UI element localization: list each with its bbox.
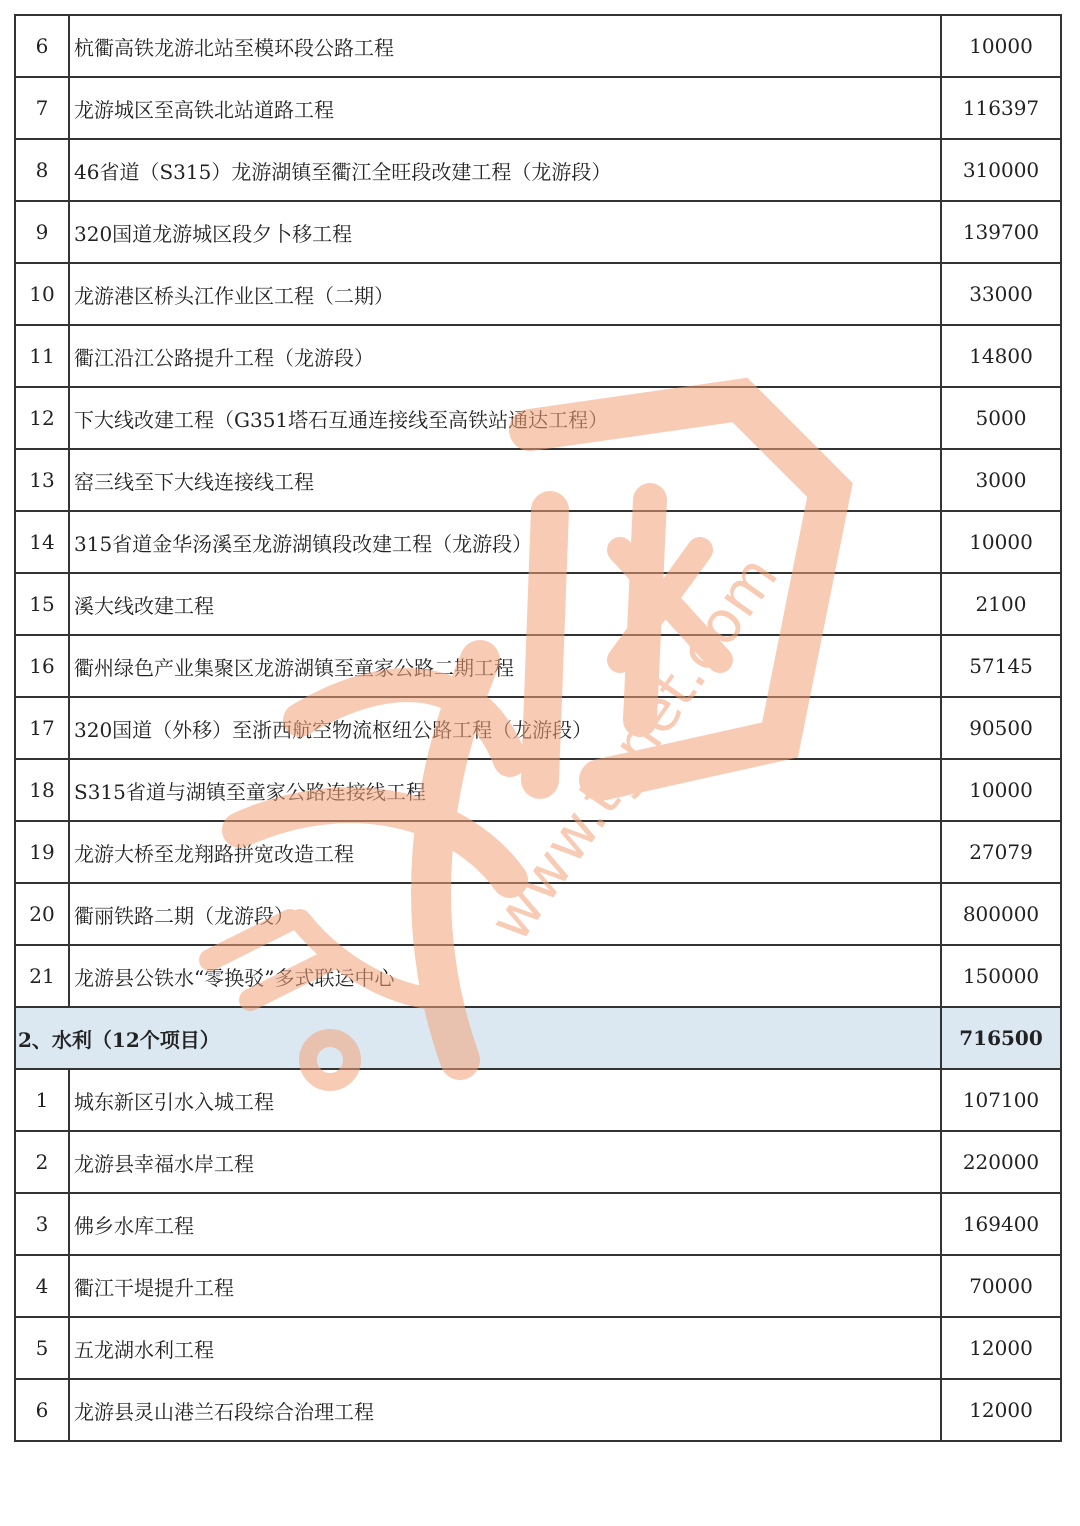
project-name: 龙游县幸福水岸工程 [69, 1131, 941, 1193]
table-row [15, 201, 1061, 263]
project-name: 佛乡水库工程 [69, 1193, 941, 1255]
section-title: 2、水利（12个项目） [15, 1007, 941, 1069]
investment-value: 10000 [941, 759, 1061, 821]
table-row [15, 1255, 1061, 1317]
project-name: 衢江干堤提升工程 [69, 1255, 941, 1317]
row-number: 9 [15, 201, 69, 263]
project-table [14, 14, 1062, 1442]
investment-value: 310000 [941, 139, 1061, 201]
investment-value: 57145 [941, 635, 1061, 697]
table-row [15, 139, 1061, 201]
row-number: 19 [15, 821, 69, 883]
project-name: 杭衢高铁龙游北站至模环段公路工程 [69, 15, 941, 77]
water-section [15, 1007, 1061, 1069]
project-name: 溪大线改建工程 [69, 573, 941, 635]
project-name: 下大线改建工程（G351塔石互通连接线至高铁站通达工程） [69, 387, 941, 449]
investment-value: 12000 [941, 1379, 1061, 1441]
investment-value: 2100 [941, 573, 1061, 635]
table-row [15, 449, 1061, 511]
investment-value: 169400 [941, 1193, 1061, 1255]
project-name: 五龙湖水利工程 [69, 1317, 941, 1379]
investment-value: 70000 [941, 1255, 1061, 1317]
table-row [15, 945, 1061, 1007]
row-number: 13 [15, 449, 69, 511]
row-number: 5 [15, 1317, 69, 1379]
project-name: 46省道（S315）龙游湖镇至衢江全旺段改建工程（龙游段） [69, 139, 941, 201]
investment-value: 3000 [941, 449, 1061, 511]
table-row [15, 325, 1061, 387]
row-number: 6 [15, 1379, 69, 1441]
row-number: 7 [15, 77, 69, 139]
table-row [15, 15, 1061, 77]
investment-value: 90500 [941, 697, 1061, 759]
row-number: 18 [15, 759, 69, 821]
project-name: S315省道与湖镇至童家公路连接线工程 [69, 759, 941, 821]
table-row [15, 635, 1061, 697]
row-number: 15 [15, 573, 69, 635]
table-row [15, 77, 1061, 139]
project-name: 320国道龙游城区段夕卜移工程 [69, 201, 941, 263]
project-name: 衢江沿江公路提升工程（龙游段） [69, 325, 941, 387]
watermark-url: www.tgnet.com [475, 543, 792, 954]
row-number: 3 [15, 1193, 69, 1255]
investment-value: 107100 [941, 1069, 1061, 1131]
transport-projects-body [15, 15, 1061, 1007]
investment-value: 10000 [941, 511, 1061, 573]
row-number: 21 [15, 945, 69, 1007]
project-name: 衢丽铁路二期（龙游段） [69, 883, 941, 945]
row-number: 4 [15, 1255, 69, 1317]
project-name: 龙游大桥至龙翔路拼宽改造工程 [69, 821, 941, 883]
table-row [15, 759, 1061, 821]
project-name: 龙游城区至高铁北站道路工程 [69, 77, 941, 139]
investment-value: 150000 [941, 945, 1061, 1007]
table-row [15, 821, 1061, 883]
row-number: 12 [15, 387, 69, 449]
section-total: 716500 [941, 1007, 1061, 1069]
table-row [15, 1193, 1061, 1255]
section-header-row [15, 1007, 1061, 1069]
project-name: 窑三线至下大线连接线工程 [69, 449, 941, 511]
table-row [15, 1379, 1061, 1441]
row-number: 6 [15, 15, 69, 77]
investment-value: 33000 [941, 263, 1061, 325]
table-row [15, 1131, 1061, 1193]
project-name: 龙游港区桥头江作业区工程（二期） [69, 263, 941, 325]
row-number: 1 [15, 1069, 69, 1131]
table-row [15, 883, 1061, 945]
row-number: 16 [15, 635, 69, 697]
investment-value: 10000 [941, 15, 1061, 77]
investment-value: 5000 [941, 387, 1061, 449]
table-row [15, 263, 1061, 325]
row-number: 2 [15, 1131, 69, 1193]
project-name: 龙游县灵山港兰石段综合治理工程 [69, 1379, 941, 1441]
row-number: 10 [15, 263, 69, 325]
investment-value: 116397 [941, 77, 1061, 139]
table-row [15, 1317, 1061, 1379]
investment-value: 139700 [941, 201, 1061, 263]
row-number: 14 [15, 511, 69, 573]
project-name: 315省道金华汤溪至龙游湖镇段改建工程（龙游段） [69, 511, 941, 573]
investment-value: 800000 [941, 883, 1061, 945]
row-number: 11 [15, 325, 69, 387]
table-row [15, 387, 1061, 449]
table-row [15, 1069, 1061, 1131]
investment-value: 14800 [941, 325, 1061, 387]
row-number: 8 [15, 139, 69, 201]
table-row [15, 573, 1061, 635]
investment-value: 12000 [941, 1317, 1061, 1379]
project-name: 320国道（外移）至浙西航空物流枢纽公路工程（龙游段） [69, 697, 941, 759]
investment-value: 220000 [941, 1131, 1061, 1193]
table-row [15, 697, 1061, 759]
project-name: 衢州绿色产业集聚区龙游湖镇至童家公路二期工程 [69, 635, 941, 697]
water-projects-body [15, 1069, 1061, 1441]
project-name: 龙游县公铁水“零换驳”多式联运中心 [69, 945, 941, 1007]
investment-value: 27079 [941, 821, 1061, 883]
row-number: 20 [15, 883, 69, 945]
project-name: 城东新区引水入城工程 [69, 1069, 941, 1131]
table-row [15, 511, 1061, 573]
row-number: 17 [15, 697, 69, 759]
